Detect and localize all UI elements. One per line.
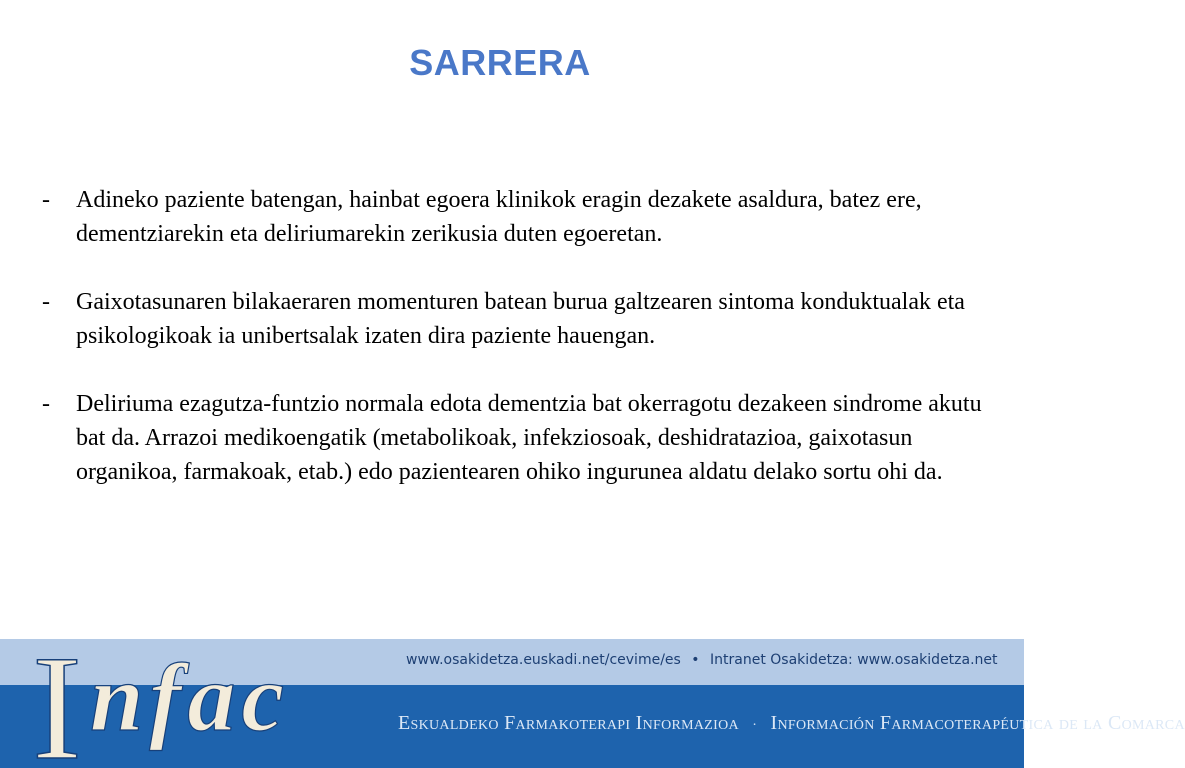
logo-letters-nfac: nfac xyxy=(90,644,290,751)
bullet-text: Adineko paziente batengan, hainbat egoera klinikok eragin dezakete asaldura, batez ere, dementziarekin eta deliriumarekin zerikusia duten egoeretan. xyxy=(76,187,922,247)
website-link[interactable]: www.osakidetza.euskadi.net/cevime/es xyxy=(406,652,681,668)
list-item xyxy=(42,387,992,489)
subtitle-basque: Eskualdeko Farmakoterapi Informazioa xyxy=(398,712,739,734)
list-item xyxy=(42,183,992,251)
bullet-text: Gaixotasunaren bilakaeraren momenturen batean burua galtzearen sintoma konduktualak eta psikologikoak ia unibertsalak izaten dira paziente hauengan. xyxy=(76,289,965,349)
bullet-text: Deliriuma ezagutza-funtzio normala edota dementzia bat okerragotu dezakeen sindrome akutu bat da. Arrazoi medikoengatik (metabolikoak, infekziosoak, deshidratazioa, gaixotasun organikoa, farmakoak, etab.) edo pazientearen ohiko ingurunea aldatu delako sortu ohi da. xyxy=(76,391,982,485)
footer-subtitle xyxy=(398,712,1185,735)
footer-links xyxy=(406,652,998,668)
list-item xyxy=(42,285,992,353)
intranet-link[interactable]: Intranet Osakidetza: www.osakidetza.net xyxy=(710,652,998,668)
subtitle-spanish: Información Farmacoterapéutica de la Comarca xyxy=(770,712,1185,734)
infac-logo xyxy=(28,625,328,768)
subtitle-separator: · xyxy=(752,718,758,733)
page-title: SARRERA xyxy=(409,42,591,83)
bullet-list xyxy=(42,183,992,523)
link-separator: • xyxy=(691,652,700,668)
bullet-marker: - xyxy=(42,187,50,213)
logo-letter-i: I xyxy=(32,625,82,768)
bullet-marker: - xyxy=(42,289,50,315)
bullet-marker: - xyxy=(42,391,50,417)
